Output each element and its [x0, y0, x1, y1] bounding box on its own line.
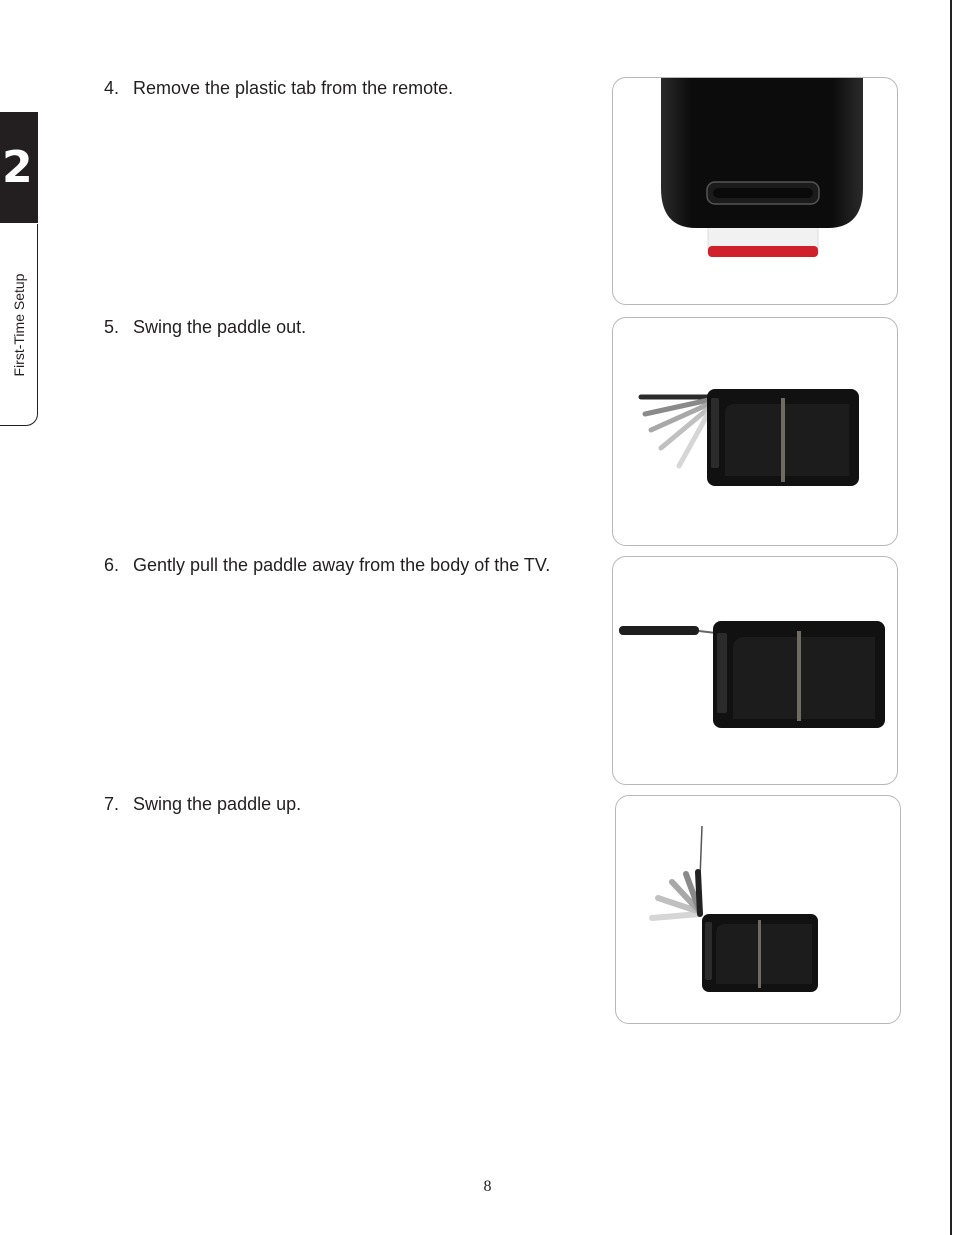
step-text: Remove the plastic tab from the remote. — [133, 78, 454, 98]
step-number: 6. — [104, 555, 120, 575]
step-4 — [104, 78, 453, 99]
remote-tab-image — [612, 77, 898, 305]
paddle-out-image — [612, 317, 898, 546]
step-6 — [104, 555, 550, 576]
step-text: Gently pull the paddle away from the body of the TV. — [133, 555, 551, 575]
chapter-label: First-Time Setup — [11, 273, 27, 377]
step-number: 7. — [104, 794, 120, 814]
tv-paddle-out-illustration — [613, 318, 897, 545]
paddle-up-image — [615, 795, 901, 1024]
tv-paddle-pulled-illustration — [613, 557, 897, 784]
step-7 — [104, 794, 301, 815]
remote-illustration — [613, 78, 897, 304]
step-number: 4. — [104, 78, 120, 98]
step-number: 5. — [104, 317, 120, 337]
page-number: 8 — [483, 1178, 492, 1195]
step-text: Swing the paddle out. — [133, 317, 307, 337]
page-right-rule — [950, 0, 952, 1235]
step-text: Swing the paddle up. — [133, 794, 302, 814]
paddle-pulled-image — [612, 556, 898, 785]
chapter-number: 2 — [2, 142, 33, 193]
step-5 — [104, 317, 306, 338]
tv-paddle-up-illustration — [616, 796, 900, 1023]
